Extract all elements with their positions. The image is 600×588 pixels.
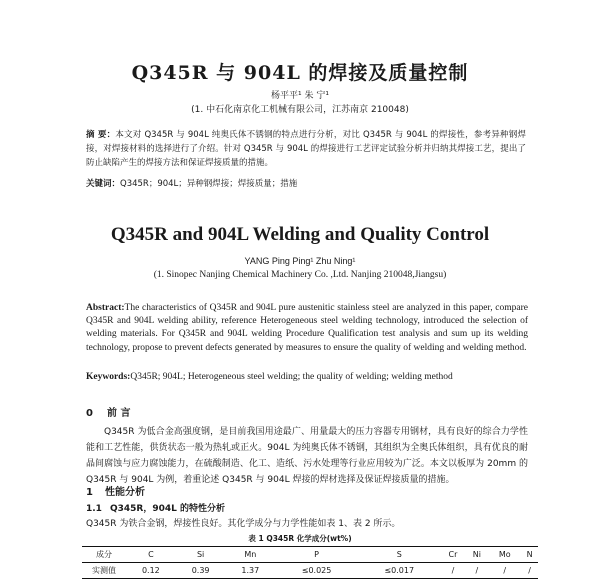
english-abstract-label: Abstract: — [86, 303, 125, 313]
table-cell: / — [488, 563, 521, 579]
section-number: 0 — [86, 408, 93, 419]
composition-table — [82, 546, 538, 579]
chinese-abstract-text: 本文对 Q345R 与 904L 纯奥氏体不锈钢的特点进行分析，对比 Q345R 与 904L 的焊接性，参考异种钢焊接，对焊接材料的选择进行了介绍。针对 Q345R 与 904L 的焊接进行工艺评定试验分析并归纳其焊接工艺，提出了防止缺陷产生的焊接方法和保证焊接质量的措施。 — [86, 130, 526, 168]
table-header-cell: Si — [176, 547, 226, 563]
chinese-keywords-label: 关键词： — [86, 179, 121, 189]
table-caption: 表 1 Q345R 化学成分(wt%) — [248, 534, 352, 543]
section-title: 前 言 — [106, 408, 131, 419]
english-title: Q345R and 904L Welding and Quality Control — [110, 224, 490, 245]
table-cell: 1.37 — [225, 563, 275, 579]
table-header-cell: S — [358, 547, 441, 563]
section-heading-performance — [86, 483, 145, 498]
table-header-cell: Cr — [441, 547, 466, 563]
table-cell: 0.12 — [126, 563, 176, 579]
table-cell: / — [441, 563, 466, 579]
english-affiliation: (1. Sinopec Nanjing Chemical Machinery Co. ,Ltd. Nanjing 210048,Jiangsu) — [153, 270, 447, 280]
subsection-number: 1.1 — [86, 504, 102, 514]
section-title: 性能分析 — [104, 487, 145, 498]
english-abstract — [86, 302, 528, 355]
table-header-cell: P — [275, 547, 358, 563]
english-authors: YANG Ping Ping¹ Zhu Ning¹ — [244, 256, 356, 266]
subsection-heading — [86, 501, 225, 514]
table-header-cell: Mo — [488, 547, 521, 563]
table-row — [82, 563, 538, 579]
chinese-title: Q345R 与 904L 的焊接及质量控制 — [131, 62, 469, 84]
subsection-text: Q345R 为铁合金钢，焊接性良好。其化学成分与力学性能如表 1、表 2 所示。 — [86, 519, 401, 529]
table-header-cell: 成分 — [82, 547, 126, 563]
section-heading-introduction — [86, 404, 130, 419]
chinese-keywords-text: Q345R；904L；异种钢焊接；焊接质量；措施 — [120, 179, 298, 189]
table-cell: ≤0.025 — [275, 563, 358, 579]
section-number: 1 — [86, 487, 93, 498]
table-header-cell: Ni — [465, 547, 488, 563]
chinese-keywords — [86, 177, 526, 189]
english-keywords — [86, 372, 528, 382]
english-keywords-label: Keywords: — [86, 372, 131, 382]
table-header-cell: Mn — [225, 547, 275, 563]
table-header-row — [82, 547, 538, 563]
table-cell: 0.39 — [176, 563, 226, 579]
table-header-cell: N — [521, 547, 538, 563]
chinese-abstract-label: 摘 要： — [86, 130, 116, 140]
chinese-authors: 杨平平¹ 朱 宁¹ — [271, 91, 329, 101]
chinese-affiliation: (1. 中石化南京化工机械有限公司，江苏南京 210048) — [191, 105, 409, 115]
table-cell: / — [465, 563, 488, 579]
introduction-paragraph: Q345R 为低合金高强度钢，是目前我国用途最广、用量最大的压力容器专用钢材，具有良好的综合力学性能和工艺性能，供货状态一般为热轧或正火。904L 为纯奥氏体不锈钢，其组织为全奥氏体组织，具有优良的耐晶间腐蚀与应力腐蚀能力，在硫酸制造、化工、造纸、污水处理等行业应用较为广泛。本文以板厚为 20mm 的 Q345R 与 904L 为例，着重论述 Q345R 与 904L 焊接的焊材选择及保证焊接质量的措施。 — [86, 427, 528, 485]
table-cell: 实测值 — [82, 563, 126, 579]
table-header-cell: C — [126, 547, 176, 563]
table-cell: / — [521, 563, 538, 579]
english-keywords-text: Q345R; 904L; Heterogeneous steel welding; the quality of welding; welding method — [130, 372, 453, 382]
english-abstract-text: The characteristics of Q345R and 904L pure austenitic stainless steel are analyzed in this paper, compare Q345R and 904L welding ability, reference Heterogeneous steel welding technology, introduced the selection of welding materials. For Q345R and 904L welding Procedure Qualification test analysis and sum up its welding technology, propose to prevent defects generated by measures to ensure the quality of welding and welding method. — [86, 303, 528, 353]
subsection-title: Q345R，904L 的特性分析 — [109, 504, 225, 514]
table-cell: ≤0.017 — [358, 563, 441, 579]
chinese-abstract — [86, 128, 526, 170]
